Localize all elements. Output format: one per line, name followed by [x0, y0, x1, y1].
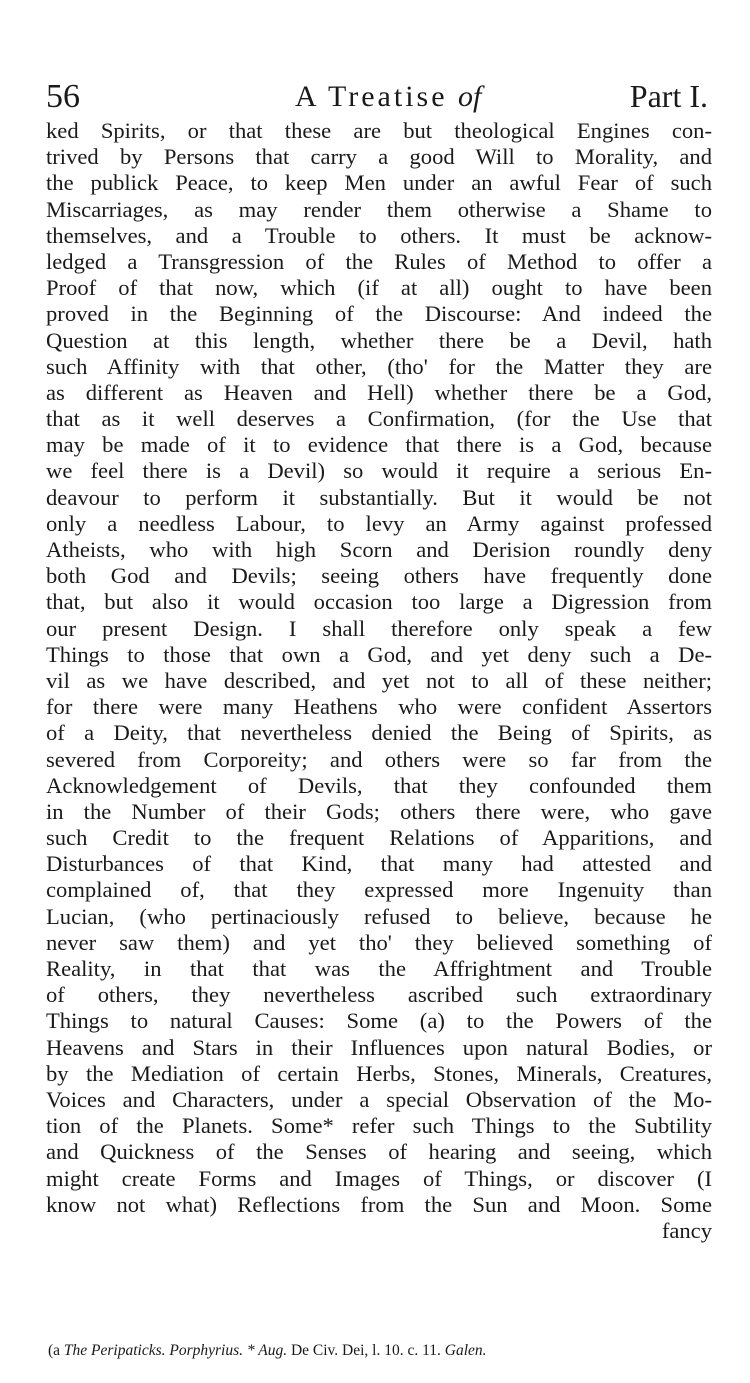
text-line: trived by Persons that carry a good Will to Morality, and	[46, 144, 712, 170]
text-line: proved in the Beginning of the Discourse: And indeed the	[46, 301, 712, 327]
text-line: only a needless Labour, to levy an Army against professed	[46, 510, 712, 536]
footnote-de-civ-dei: De Civ. Dei, l. 10. c. 11.	[290, 1342, 441, 1359]
text-line: Things to those that own a God, and yet deny such a De-	[46, 641, 712, 667]
text-line: ledged a Transgression of the Rules of Method to offer a	[46, 248, 712, 274]
text-line: such Credit to the frequent Relations of Apparitions, and	[46, 825, 712, 851]
text-line: deavour to perform it substantially. But it would be not	[46, 484, 712, 510]
text-line: know not what) Reflections from the Sun and Moon. Some	[46, 1191, 712, 1217]
text-line: severed from Corporeity; and others were so far from the	[46, 746, 712, 772]
text-line: never saw them) and yet tho' they believed something of	[46, 929, 712, 955]
text-line: that, but also it would occasion too large a Digression from	[46, 589, 712, 615]
footnote	[48, 1342, 698, 1360]
text-line: by the Mediation of certain Herbs, Stones, Minerals, Creatures,	[46, 1060, 712, 1086]
text-line: Atheists, who with high Scorn and Derision roundly deny	[46, 537, 712, 562]
text-line: Heavens and Stars in their Influences upon natural Bodies, or	[46, 1034, 712, 1060]
running-title-of: of	[458, 80, 482, 113]
footnote-aug: * Aug.	[246, 1342, 288, 1359]
page-number: 56	[46, 78, 80, 115]
text-line: of others, they nevertheless ascribed such extraordinary	[46, 982, 712, 1008]
running-title	[295, 80, 481, 114]
text-line: might create Forms and Images of Things, or discover (I	[46, 1165, 712, 1191]
text-line: themselves, and a Trouble to others. It must be acknow-	[46, 222, 712, 248]
text-line: complained of, that they expressed more Ingenuity than	[46, 877, 712, 903]
text-line: may be made of it to evidence that there is a God, because	[46, 432, 712, 458]
text-line: Things to natural Causes: Some (a) to the Powers of the	[46, 1008, 712, 1034]
footnote-peripaticks: The Peripaticks. Porphyrius.	[63, 1342, 244, 1359]
text-line: for there were many Heathens who were confident Assertors	[46, 694, 712, 720]
text-line: fancy	[661, 1217, 712, 1243]
text-line: vil as we have described, and yet not to all of these neither;	[46, 667, 712, 693]
text-line: Miscarriages, as may render them otherwise a Shame to	[46, 196, 712, 222]
text-line: tion of the Planets. Some* refer such Things to the Subtility	[46, 1113, 712, 1139]
text-line: that as it well deserves a Confirmation, (for the Use that	[46, 406, 712, 432]
text-line: of a Deity, that nevertheless denied the Being of Spirits, as	[46, 720, 712, 746]
text-line: and Quickness of the Senses of hearing and seeing, which	[46, 1139, 712, 1165]
footnote-mark: (a	[48, 1342, 61, 1359]
footnote-galen: Galen.	[444, 1342, 487, 1359]
text-line: we feel there is a Devil) so would it require a serious En-	[46, 458, 712, 484]
body-text	[46, 118, 712, 1244]
text-line: our present Design. I shall therefore only speak a few	[46, 615, 712, 641]
text-line: the publick Peace, to keep Men under an awful Fear of such	[46, 170, 712, 196]
text-line: as different as Heaven and Hell) whether there be a God,	[46, 379, 712, 405]
text-line: Lucian, (who pertinaciously refused to believe, because he	[46, 903, 712, 929]
text-line: both God and Devils; seeing others have frequently done	[46, 563, 712, 589]
text-line: Proof of that now, which (if at all) ought to have been	[46, 275, 712, 301]
text-line: Question at this length, whether there be a Devil, hath	[46, 327, 712, 353]
text-line: ked Spirits, or that these are but theological Engines con-	[46, 118, 712, 143]
text-line: in the Number of their Gods; others there were, who gave	[46, 798, 712, 824]
text-line: Disturbances of that Kind, that many had attested and	[46, 851, 712, 877]
text-line: such Affinity with that other, (tho' for the Matter they are	[46, 353, 712, 379]
part-label: Part I.	[629, 78, 708, 114]
text-line: Reality, in that that was the Affrightment and Trouble	[46, 956, 712, 981]
running-title-main: A Treatise	[295, 80, 448, 113]
text-line: Acknowledgement of Devils, that they confounded them	[46, 772, 712, 798]
text-line: Voices and Characters, under a special Observation of the Mo-	[46, 1086, 712, 1112]
running-header	[40, 78, 720, 122]
